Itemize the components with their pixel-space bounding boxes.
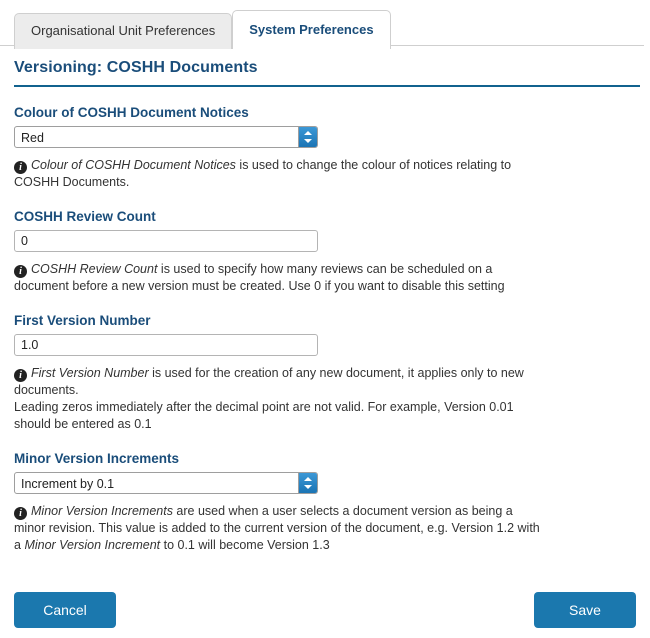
- help-emphasis: First Version Number: [31, 366, 149, 380]
- help-middle: are used when a user selects a document version as being a minor revision. This value is added to the current version of the document, e.g. Version 1.2 with a: [14, 504, 540, 552]
- info-icon: i: [14, 161, 27, 174]
- info-icon: i: [14, 265, 27, 278]
- help-end: to 0.1 will become Version 1.3: [160, 538, 330, 552]
- tab-organisational-unit-preferences[interactable]: [14, 13, 232, 49]
- control-wrapper: [14, 126, 318, 148]
- help-emphasis: Colour of COSHH Document Notices: [31, 158, 236, 172]
- review-count-help-text: [14, 261, 544, 295]
- tab-label: System Preferences: [249, 22, 374, 37]
- colour-help-text: [14, 157, 544, 191]
- control-wrapper: [14, 230, 318, 252]
- chevron-updown-icon[interactable]: [298, 473, 317, 493]
- help-rest: is used to specify how many reviews can be scheduled on a document before a new version must be created. Use 0 if you want to disable this setting: [14, 262, 505, 293]
- minor-version-increments-value: Increment by 0.1: [21, 477, 115, 491]
- control-wrapper: [14, 472, 318, 494]
- tabstrip: [0, 0, 650, 46]
- field-label: COSHH Review Count: [14, 209, 156, 224]
- coshh-review-count-input[interactable]: [14, 230, 318, 252]
- heading-divider: [14, 85, 640, 87]
- help-rest: is used to change the colour of notices relating to COSHH Documents.: [14, 158, 512, 189]
- help-emphasis: COSHH Review Count: [31, 262, 158, 276]
- page-title: Versioning: COSHH Documents: [14, 59, 258, 76]
- field-label: Colour of COSHH Document Notices: [14, 105, 249, 120]
- field-minor-version-increments: [14, 451, 636, 554]
- field-label: Minor Version Increments: [14, 451, 180, 466]
- field-colour-of-coshh-document-notices: [14, 105, 636, 191]
- first-version-number-input[interactable]: [14, 334, 318, 356]
- first-version-help-text: [14, 365, 544, 433]
- tab-label: Organisational Unit Preferences: [31, 23, 216, 38]
- form-actions: [0, 592, 650, 628]
- minor-increments-help-text: [14, 503, 544, 554]
- help-second-line: Leading zeros immediately after the decimal point are not valid. For example, Version 0.01 should be entered as 0.1: [14, 400, 514, 431]
- help-emphasis: Minor Version Increments: [31, 504, 173, 518]
- colour-select-value: Red: [21, 131, 44, 145]
- field-label: First Version Number: [14, 313, 151, 328]
- save-button[interactable]: Save: [534, 592, 636, 628]
- tab-system-preferences[interactable]: [232, 10, 390, 49]
- preferences-form: [0, 105, 650, 554]
- cancel-button[interactable]: Cancel: [14, 592, 116, 628]
- minor-version-increments-select[interactable]: [14, 472, 318, 494]
- control-wrapper: [14, 334, 318, 356]
- colour-select[interactable]: [14, 126, 318, 148]
- help-emphasis-2: Minor Version Increment: [24, 538, 161, 552]
- info-icon: i: [14, 369, 27, 382]
- chevron-updown-icon[interactable]: [298, 127, 317, 147]
- info-icon: i: [14, 507, 27, 520]
- field-first-version-number: [14, 313, 636, 433]
- field-coshh-review-count: [14, 209, 636, 295]
- help-rest: is used for the creation of any new document, it applies only to new documents.: [14, 366, 524, 397]
